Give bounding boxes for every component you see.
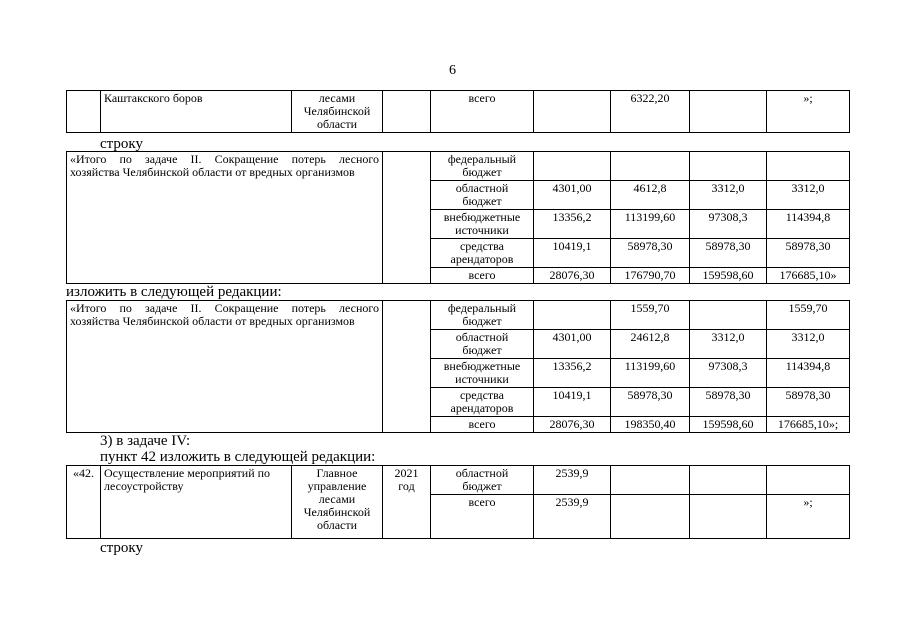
value-cell: 58978,30 [690, 388, 767, 417]
value-cell: 58978,30 [611, 388, 690, 417]
value-cell: 97308,3 [690, 359, 767, 388]
executor-cell: Главное управление лесами Челябинской области [292, 466, 383, 539]
value-cell: 3312,0 [767, 181, 850, 210]
value-cell [534, 301, 611, 330]
value-cell: 58978,30 [767, 388, 850, 417]
value-cell [690, 466, 767, 495]
value-cell: 114394,8 [767, 210, 850, 239]
value-cell: 3312,0 [690, 330, 767, 359]
source-cell: всего [431, 91, 534, 133]
table-total-new [66, 300, 850, 433]
value-cell [534, 152, 611, 181]
value-cell: 2539,9 [534, 466, 611, 495]
value-cell [611, 466, 690, 495]
value-cell: 10419,1 [534, 388, 611, 417]
value-cell: 113199,60 [611, 359, 690, 388]
text-stroku: строку [100, 136, 143, 152]
value-cell: 3312,0 [767, 330, 850, 359]
text-item-42: пункт 42 изложить в следующей редакции: [100, 449, 376, 465]
text-izlozhit: изложить в следующей редакции: [66, 284, 282, 300]
value-cell [690, 91, 767, 133]
year-cell [383, 152, 431, 284]
value-cell [690, 301, 767, 330]
table-item-42 [66, 465, 850, 539]
value-cell: 113199,60 [611, 210, 690, 239]
value-cell: 4301,00 [534, 181, 611, 210]
closing-quote-cell: »; [767, 91, 850, 133]
value-cell: 10419,1 [534, 239, 611, 268]
event-name-cell: Каштакского боров [101, 91, 292, 133]
executor-cell: лесами Челябинской области [292, 91, 383, 133]
total-title-line: хозяйства Челябинской области от вредных организмов [70, 165, 355, 179]
value-cell: 176685,10»; [767, 417, 850, 433]
page-number: 6 [449, 63, 456, 78]
value-cell [767, 466, 850, 495]
value-cell: 58978,30 [611, 239, 690, 268]
value-cell: 4301,00 [534, 330, 611, 359]
source-cell: внебюджетные источники [431, 210, 534, 239]
value-cell: 1559,70 [611, 301, 690, 330]
row-number-cell [67, 91, 101, 133]
value-cell: 3312,0 [690, 181, 767, 210]
value-cell: 114394,8 [767, 359, 850, 388]
value-cell: 58978,30 [767, 239, 850, 268]
source-cell: внебюджетные источники [431, 359, 534, 388]
value-cell [611, 495, 690, 539]
source-cell: федеральный бюджет [431, 152, 534, 181]
value-cell: 176790,70 [611, 268, 690, 284]
row-number-cell: «42. [67, 466, 101, 539]
value-cell [690, 495, 767, 539]
table-total-old [66, 151, 850, 284]
year-cell [383, 301, 431, 433]
year-cell: 2021 год [383, 466, 431, 539]
value-cell: 4612,8 [611, 181, 690, 210]
value-cell: 13356,2 [534, 210, 611, 239]
value-cell: 198350,40 [611, 417, 690, 433]
total-title-line: «Итого по задаче II. Сокращение потерь лесного [70, 152, 379, 166]
value-cell: 6322,20 [611, 91, 690, 133]
total-title-cell [67, 152, 383, 284]
year-cell [383, 91, 431, 133]
value-cell: 13356,2 [534, 359, 611, 388]
total-title-cell [67, 301, 383, 433]
value-cell: 176685,10» [767, 268, 850, 284]
event-name-cell: Осуществление мероприятий по лесоустройству [101, 466, 292, 539]
value-cell: 24612,8 [611, 330, 690, 359]
value-cell: 1559,70 [767, 301, 850, 330]
source-cell: всего [431, 417, 534, 433]
source-cell: всего [431, 495, 534, 539]
source-cell: областной бюджет [431, 466, 534, 495]
source-cell: средства арендаторов [431, 388, 534, 417]
source-cell: средства арендаторов [431, 239, 534, 268]
value-cell: 28076,30 [534, 417, 611, 433]
value-cell: 159598,60 [690, 417, 767, 433]
source-cell: областной бюджет [431, 330, 534, 359]
value-cell: 159598,60 [690, 268, 767, 284]
total-title-line: хозяйства Челябинской области от вредных организмов [70, 314, 355, 328]
source-cell: федеральный бюджет [431, 301, 534, 330]
value-cell [767, 152, 850, 181]
source-cell: всего [431, 268, 534, 284]
value-cell: 2539,9 [534, 495, 611, 539]
value-cell: 28076,30 [534, 268, 611, 284]
value-cell: 58978,30 [690, 239, 767, 268]
value-cell: 97308,3 [690, 210, 767, 239]
value-cell [534, 91, 611, 133]
closing-quote-cell: »; [767, 495, 850, 539]
table-fragment-top [66, 90, 850, 133]
value-cell [611, 152, 690, 181]
source-cell: областной бюджет [431, 181, 534, 210]
value-cell [690, 152, 767, 181]
total-title-line: «Итого по задаче II. Сокращение потерь лесного [70, 301, 379, 315]
text-stroku-bottom: строку [100, 540, 143, 556]
text-task-iv: 3) в задаче IV: [100, 433, 191, 449]
